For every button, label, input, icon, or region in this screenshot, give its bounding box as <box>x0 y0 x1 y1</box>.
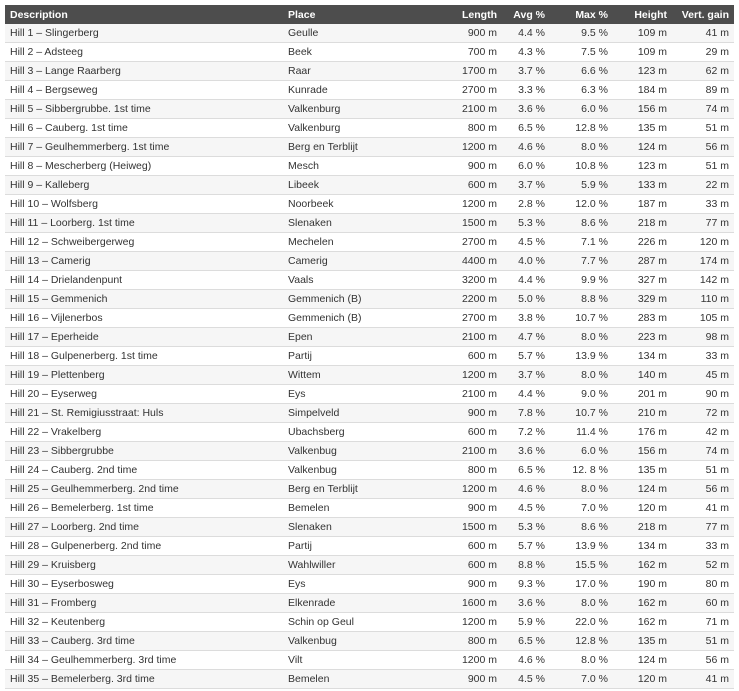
place-cell: Wahlwiller <box>283 556 413 575</box>
length-cell: 800 m <box>413 632 502 651</box>
height-cell: 124 m <box>613 138 672 157</box>
gain-cell: 98 m <box>672 328 734 347</box>
height-cell: 162 m <box>613 556 672 575</box>
max-cell: 6.0 % <box>550 100 613 119</box>
place-cell: Epen <box>283 328 413 347</box>
max-cell: 8.8 % <box>550 290 613 309</box>
table-row <box>5 442 734 461</box>
description-cell: Hill 11 – Loorberg. 1st time <box>5 214 283 233</box>
gain-cell: 174 m <box>672 252 734 271</box>
place-cell: Valkenbug <box>283 442 413 461</box>
avg-cell: 6.5 % <box>502 119 550 138</box>
description-cell: Hill 13 – Camerig <box>5 252 283 271</box>
height-cell: 156 m <box>613 100 672 119</box>
length-cell: 2200 m <box>413 290 502 309</box>
place-cell: Bemelen <box>283 670 413 689</box>
table-row <box>5 81 734 100</box>
height-cell: 123 m <box>613 157 672 176</box>
length-cell: 2700 m <box>413 233 502 252</box>
height-cell: 156 m <box>613 442 672 461</box>
place-cell: Gemmenich (B) <box>283 290 413 309</box>
avg-cell: 4.4 % <box>502 385 550 404</box>
height-cell: 210 m <box>613 404 672 423</box>
table-row <box>5 195 734 214</box>
max-cell: 13.9 % <box>550 347 613 366</box>
avg-cell: 4.6 % <box>502 480 550 499</box>
max-cell: 10.8 % <box>550 157 613 176</box>
max-cell: 5.9 % <box>550 176 613 195</box>
table-row <box>5 43 734 62</box>
max-cell: 22.0 % <box>550 613 613 632</box>
gain-cell: 80 m <box>672 575 734 594</box>
gain-cell: 120 m <box>672 233 734 252</box>
length-cell: 900 m <box>413 670 502 689</box>
length-cell: 1200 m <box>413 366 502 385</box>
height-cell: 140 m <box>613 366 672 385</box>
avg-cell: 8.8 % <box>502 556 550 575</box>
place-cell: Valkenburg <box>283 119 413 138</box>
length-cell: 2100 m <box>413 328 502 347</box>
description-cell: Hill 10 – Wolfsberg <box>5 195 283 214</box>
place-cell: Berg en Terblijt <box>283 480 413 499</box>
place-cell: Gemmenich (B) <box>283 309 413 328</box>
max-cell: 8.6 % <box>550 518 613 537</box>
table-row <box>5 423 734 442</box>
place-cell: Partij <box>283 347 413 366</box>
header-description[interactable]: Description <box>10 8 68 21</box>
max-cell: 6.0 % <box>550 442 613 461</box>
place-cell: Slenaken <box>283 518 413 537</box>
place-cell: Libeek <box>283 176 413 195</box>
place-cell: Bemelen <box>283 499 413 518</box>
gain-cell: 74 m <box>672 442 734 461</box>
table-row <box>5 138 734 157</box>
avg-cell: 9.3 % <box>502 575 550 594</box>
table-row <box>5 347 734 366</box>
description-cell: Hill 3 – Lange Raarberg <box>5 62 283 81</box>
table-row <box>5 632 734 651</box>
height-cell: 184 m <box>613 81 672 100</box>
length-cell: 1500 m <box>413 214 502 233</box>
avg-cell: 6.5 % <box>502 461 550 480</box>
height-cell: 123 m <box>613 62 672 81</box>
length-cell: 3200 m <box>413 271 502 290</box>
avg-cell: 6.5 % <box>502 632 550 651</box>
header-max[interactable]: Max % <box>575 8 608 21</box>
place-cell: Valkenbug <box>283 632 413 651</box>
length-cell: 600 m <box>413 347 502 366</box>
table-row <box>5 518 734 537</box>
description-cell: Hill 7 – Geulhemmerberg. 1st time <box>5 138 283 157</box>
height-cell: 120 m <box>613 499 672 518</box>
description-cell: Hill 30 – Eyserbosweg <box>5 575 283 594</box>
height-cell: 329 m <box>613 290 672 309</box>
table-row <box>5 556 734 575</box>
gain-cell: 33 m <box>672 347 734 366</box>
gain-cell: 51 m <box>672 461 734 480</box>
gain-cell: 74 m <box>672 100 734 119</box>
avg-cell: 5.3 % <box>502 518 550 537</box>
length-cell: 1200 m <box>413 195 502 214</box>
height-cell: 327 m <box>613 271 672 290</box>
table-row <box>5 385 734 404</box>
height-cell: 226 m <box>613 233 672 252</box>
place-cell: Raar <box>283 62 413 81</box>
height-cell: 283 m <box>613 309 672 328</box>
place-cell: Elkenrade <box>283 594 413 613</box>
place-cell: Noorbeek <box>283 195 413 214</box>
table-row <box>5 176 734 195</box>
table-row <box>5 62 734 81</box>
max-cell: 10.7 % <box>550 309 613 328</box>
avg-cell: 2.8 % <box>502 195 550 214</box>
length-cell: 2700 m <box>413 81 502 100</box>
avg-cell: 3.6 % <box>502 594 550 613</box>
gain-cell: 33 m <box>672 195 734 214</box>
place-cell: Ubachsberg <box>283 423 413 442</box>
table-row <box>5 290 734 309</box>
table-row <box>5 366 734 385</box>
gain-cell: 51 m <box>672 157 734 176</box>
max-cell: 13.9 % <box>550 537 613 556</box>
max-cell: 9.9 % <box>550 271 613 290</box>
description-cell: Hill 18 – Gulpenerberg. 1st time <box>5 347 283 366</box>
max-cell: 17.0 % <box>550 575 613 594</box>
header-place[interactable]: Place <box>288 8 316 21</box>
gain-cell: 142 m <box>672 271 734 290</box>
max-cell: 8.0 % <box>550 138 613 157</box>
avg-cell: 7.8 % <box>502 404 550 423</box>
gain-cell: 62 m <box>672 62 734 81</box>
place-cell: Berg en Terblijt <box>283 138 413 157</box>
gain-cell: 72 m <box>672 404 734 423</box>
max-cell: 7.0 % <box>550 499 613 518</box>
height-cell: 135 m <box>613 119 672 138</box>
header-row <box>5 5 734 24</box>
height-cell: 124 m <box>613 480 672 499</box>
gain-cell: 56 m <box>672 138 734 157</box>
avg-cell: 4.6 % <box>502 651 550 670</box>
gain-cell: 51 m <box>672 632 734 651</box>
table-row <box>5 651 734 670</box>
avg-cell: 5.9 % <box>502 613 550 632</box>
max-cell: 15.5 % <box>550 556 613 575</box>
height-cell: 135 m <box>613 632 672 651</box>
description-cell: Hill 24 – Cauberg. 2nd time <box>5 461 283 480</box>
avg-cell: 3.7 % <box>502 62 550 81</box>
length-cell: 1200 m <box>413 480 502 499</box>
header-gain[interactable]: Vert. gain <box>681 8 729 21</box>
header-height[interactable]: Height <box>634 8 667 21</box>
place-cell: Schin op Geul <box>283 613 413 632</box>
place-cell: Vaals <box>283 271 413 290</box>
description-cell: Hill 35 – Bemelerberg. 3rd time <box>5 670 283 689</box>
height-cell: 134 m <box>613 537 672 556</box>
height-cell: 287 m <box>613 252 672 271</box>
header-avg[interactable]: Avg % <box>513 8 545 21</box>
gain-cell: 71 m <box>672 613 734 632</box>
height-cell: 218 m <box>613 518 672 537</box>
max-cell: 8.0 % <box>550 651 613 670</box>
gain-cell: 90 m <box>672 385 734 404</box>
height-cell: 201 m <box>613 385 672 404</box>
avg-cell: 4.7 % <box>502 328 550 347</box>
height-cell: 190 m <box>613 575 672 594</box>
avg-cell: 5.7 % <box>502 537 550 556</box>
gain-cell: 89 m <box>672 81 734 100</box>
length-cell: 2700 m <box>413 309 502 328</box>
gain-cell: 56 m <box>672 480 734 499</box>
max-cell: 12.0 % <box>550 195 613 214</box>
table-row <box>5 461 734 480</box>
height-cell: 176 m <box>613 423 672 442</box>
length-cell: 1200 m <box>413 613 502 632</box>
max-cell: 7.5 % <box>550 43 613 62</box>
height-cell: 187 m <box>613 195 672 214</box>
max-cell: 7.1 % <box>550 233 613 252</box>
table-row <box>5 119 734 138</box>
height-cell: 135 m <box>613 461 672 480</box>
height-cell: 109 m <box>613 43 672 62</box>
table-row <box>5 100 734 119</box>
avg-cell: 4.4 % <box>502 24 550 43</box>
gain-cell: 51 m <box>672 119 734 138</box>
table-row <box>5 537 734 556</box>
gain-cell: 56 m <box>672 651 734 670</box>
avg-cell: 3.6 % <box>502 100 550 119</box>
length-cell: 2100 m <box>413 385 502 404</box>
description-cell: Hill 8 – Mescherberg (Heiweg) <box>5 157 283 176</box>
height-cell: 133 m <box>613 176 672 195</box>
length-cell: 2100 m <box>413 100 502 119</box>
place-cell: Mechelen <box>283 233 413 252</box>
length-cell: 600 m <box>413 423 502 442</box>
table-row <box>5 404 734 423</box>
length-cell: 900 m <box>413 404 502 423</box>
place-cell: Partij <box>283 537 413 556</box>
gain-cell: 41 m <box>672 24 734 43</box>
description-cell: Hill 14 – Drielandenpunt <box>5 271 283 290</box>
length-cell: 800 m <box>413 119 502 138</box>
table-row <box>5 233 734 252</box>
gain-cell: 77 m <box>672 214 734 233</box>
description-cell: Hill 27 – Loorberg. 2nd time <box>5 518 283 537</box>
table-row <box>5 24 734 43</box>
place-cell: Camerig <box>283 252 413 271</box>
length-cell: 900 m <box>413 24 502 43</box>
height-cell: 134 m <box>613 347 672 366</box>
place-cell: Slenaken <box>283 214 413 233</box>
max-cell: 8.0 % <box>550 480 613 499</box>
table-row <box>5 594 734 613</box>
description-cell: Hill 9 – Kalleberg <box>5 176 283 195</box>
description-cell: Hill 31 – Fromberg <box>5 594 283 613</box>
avg-cell: 4.5 % <box>502 499 550 518</box>
height-cell: 162 m <box>613 594 672 613</box>
avg-cell: 3.3 % <box>502 81 550 100</box>
table-row <box>5 252 734 271</box>
avg-cell: 3.7 % <box>502 366 550 385</box>
description-cell: Hill 20 – Eyserweg <box>5 385 283 404</box>
max-cell: 10.7 % <box>550 404 613 423</box>
length-cell: 1600 m <box>413 594 502 613</box>
table-row <box>5 575 734 594</box>
gain-cell: 110 m <box>672 290 734 309</box>
description-cell: Hill 33 – Cauberg. 3rd time <box>5 632 283 651</box>
avg-cell: 4.5 % <box>502 233 550 252</box>
table-row <box>5 670 734 689</box>
length-cell: 1200 m <box>413 138 502 157</box>
length-cell: 700 m <box>413 43 502 62</box>
length-cell: 900 m <box>413 575 502 594</box>
description-cell: Hill 32 – Keutenberg <box>5 613 283 632</box>
avg-cell: 3.7 % <box>502 176 550 195</box>
height-cell: 120 m <box>613 670 672 689</box>
description-cell: Hill 29 – Kruisberg <box>5 556 283 575</box>
place-cell: Kunrade <box>283 81 413 100</box>
gain-cell: 41 m <box>672 499 734 518</box>
avg-cell: 4.4 % <box>502 271 550 290</box>
place-cell: Eys <box>283 575 413 594</box>
description-cell: Hill 15 – Gemmenich <box>5 290 283 309</box>
max-cell: 8.0 % <box>550 328 613 347</box>
description-cell: Hill 34 – Geulhemmerberg. 3rd time <box>5 651 283 670</box>
table-body <box>5 24 734 689</box>
hills-table-container <box>5 5 734 689</box>
length-cell: 600 m <box>413 537 502 556</box>
length-cell: 900 m <box>413 499 502 518</box>
table-row <box>5 328 734 347</box>
description-cell: Hill 26 – Bemelerberg. 1st time <box>5 499 283 518</box>
description-cell: Hill 2 – Adsteeg <box>5 43 283 62</box>
max-cell: 12.8 % <box>550 119 613 138</box>
max-cell: 8.0 % <box>550 366 613 385</box>
place-cell: Vilt <box>283 651 413 670</box>
gain-cell: 52 m <box>672 556 734 575</box>
table-header <box>5 5 734 24</box>
gain-cell: 45 m <box>672 366 734 385</box>
avg-cell: 3.8 % <box>502 309 550 328</box>
avg-cell: 4.6 % <box>502 138 550 157</box>
description-cell: Hill 22 – Vrakelberg <box>5 423 283 442</box>
place-cell: Valkenbug <box>283 461 413 480</box>
description-cell: Hill 28 – Gulpenerberg. 2nd time <box>5 537 283 556</box>
description-cell: Hill 6 – Cauberg. 1st time <box>5 119 283 138</box>
description-cell: Hill 4 – Bergseweg <box>5 81 283 100</box>
description-cell: Hill 19 – Plettenberg <box>5 366 283 385</box>
gain-cell: 105 m <box>672 309 734 328</box>
height-cell: 124 m <box>613 651 672 670</box>
height-cell: 223 m <box>613 328 672 347</box>
length-cell: 2100 m <box>413 442 502 461</box>
max-cell: 8.0 % <box>550 594 613 613</box>
table-row <box>5 157 734 176</box>
description-cell: Hill 23 – Sibbergrubbe <box>5 442 283 461</box>
height-cell: 162 m <box>613 613 672 632</box>
length-cell: 1200 m <box>413 651 502 670</box>
description-cell: Hill 21 – St. Remigiusstraat: Huls <box>5 404 283 423</box>
hills-table <box>5 5 734 689</box>
description-cell: Hill 12 – Schweibergerweg <box>5 233 283 252</box>
place-cell: Valkenburg <box>283 100 413 119</box>
length-cell: 900 m <box>413 157 502 176</box>
avg-cell: 4.3 % <box>502 43 550 62</box>
place-cell: Simpelveld <box>283 404 413 423</box>
description-cell: Hill 17 – Eperheide <box>5 328 283 347</box>
height-cell: 218 m <box>613 214 672 233</box>
length-cell: 4400 m <box>413 252 502 271</box>
max-cell: 6.6 % <box>550 62 613 81</box>
max-cell: 12. 8 % <box>550 461 613 480</box>
description-cell: Hill 25 – Geulhemmerberg. 2nd time <box>5 480 283 499</box>
place-cell: Wittem <box>283 366 413 385</box>
max-cell: 9.0 % <box>550 385 613 404</box>
table-row <box>5 214 734 233</box>
length-cell: 800 m <box>413 461 502 480</box>
max-cell: 9.5 % <box>550 24 613 43</box>
avg-cell: 4.5 % <box>502 670 550 689</box>
max-cell: 7.0 % <box>550 670 613 689</box>
height-cell: 109 m <box>613 24 672 43</box>
length-cell: 1700 m <box>413 62 502 81</box>
avg-cell: 3.6 % <box>502 442 550 461</box>
table-row <box>5 309 734 328</box>
length-cell: 600 m <box>413 556 502 575</box>
place-cell: Eys <box>283 385 413 404</box>
avg-cell: 5.0 % <box>502 290 550 309</box>
avg-cell: 5.7 % <box>502 347 550 366</box>
gain-cell: 41 m <box>672 670 734 689</box>
table-row <box>5 271 734 290</box>
max-cell: 6.3 % <box>550 81 613 100</box>
gain-cell: 42 m <box>672 423 734 442</box>
length-cell: 600 m <box>413 176 502 195</box>
description-cell: Hill 5 – Sibbergrubbe. 1st time <box>5 100 283 119</box>
description-cell: Hill 1 – Slingerberg <box>5 24 283 43</box>
table-row <box>5 499 734 518</box>
avg-cell: 4.0 % <box>502 252 550 271</box>
max-cell: 12.8 % <box>550 632 613 651</box>
max-cell: 11.4 % <box>550 423 613 442</box>
gain-cell: 22 m <box>672 176 734 195</box>
table-row <box>5 613 734 632</box>
place-cell: Beek <box>283 43 413 62</box>
gain-cell: 33 m <box>672 537 734 556</box>
gain-cell: 60 m <box>672 594 734 613</box>
length-cell: 1500 m <box>413 518 502 537</box>
avg-cell: 5.3 % <box>502 214 550 233</box>
table-row <box>5 480 734 499</box>
place-cell: Geulle <box>283 24 413 43</box>
max-cell: 7.7 % <box>550 252 613 271</box>
description-cell: Hill 16 – Vijlenerbos <box>5 309 283 328</box>
gain-cell: 29 m <box>672 43 734 62</box>
header-length[interactable]: Length <box>462 8 497 21</box>
gain-cell: 77 m <box>672 518 734 537</box>
avg-cell: 7.2 % <box>502 423 550 442</box>
place-cell: Mesch <box>283 157 413 176</box>
avg-cell: 6.0 % <box>502 157 550 176</box>
max-cell: 8.6 % <box>550 214 613 233</box>
